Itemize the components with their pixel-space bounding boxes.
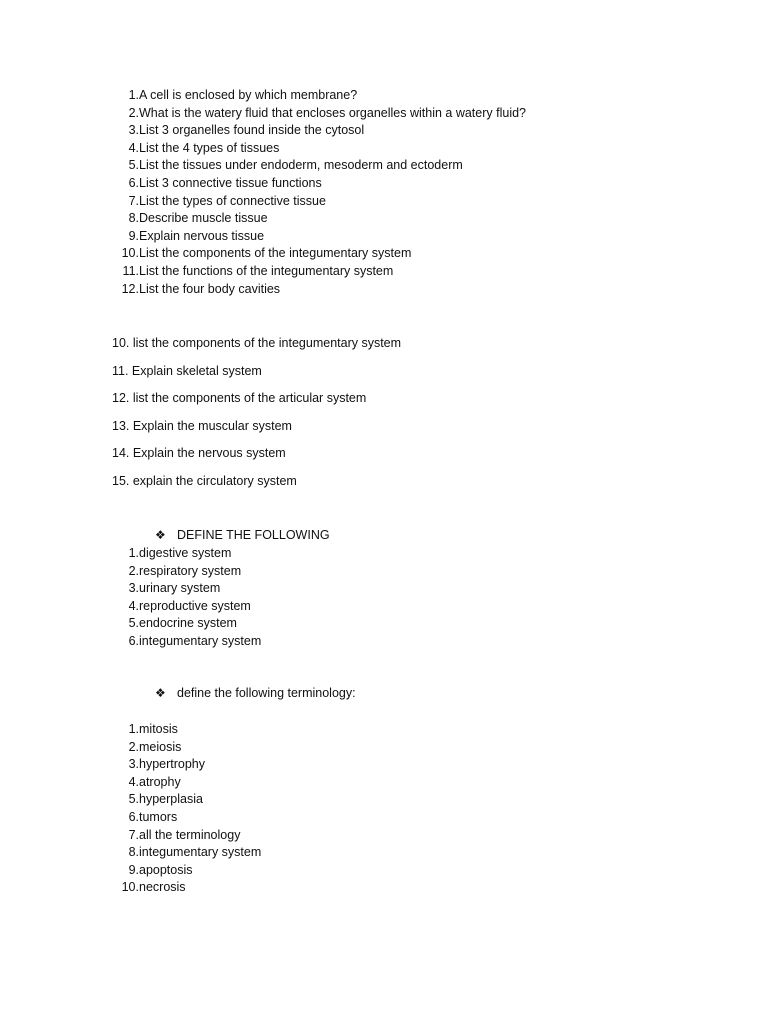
list-item [110,545,232,563]
item-text: reproductive system [139,598,251,613]
diamond-bullet-icon: ❖ [155,686,166,700]
list-item [110,615,237,633]
item-text: all the terminology [139,827,241,842]
item-number: 3. [128,581,139,596]
define-list [110,545,262,651]
item-text: List 3 organelles found inside the cytosol [139,123,365,138]
list-item [110,281,281,299]
item-number: 2. [128,105,139,120]
list-item [110,633,262,651]
item-text: A cell is enclosed by which membrane? [139,88,358,102]
heading-text: define the following terminology: [177,686,356,700]
list-item [110,844,262,862]
list-item [110,140,280,158]
item-number: 7. [128,193,139,208]
item-number: 10. [121,246,139,261]
item-text: integumentary system [139,633,262,648]
item-number: 6. [128,633,139,648]
item-number: 7. [128,827,139,842]
item-text: List the components of the integumentary system [139,246,412,261]
section-heading-define [155,527,330,545]
item-text: Describe muscle tissue [139,211,268,226]
list-item [110,756,206,774]
list-item: 11. Explain skeletal system [112,363,262,378]
list-item: 14. Explain the nervous system [112,446,286,460]
item-number: 3. [128,123,139,138]
list-item [110,175,322,193]
item-text: tumors [139,809,178,824]
item-number: 5. [128,792,139,807]
item-number: 10. [121,880,139,895]
item-number: 6. [128,809,139,824]
item-text: necrosis [139,880,186,895]
item-text: List the 4 types of tissues [139,140,280,155]
list-item [110,193,326,211]
item-text: List the types of connective tissue [139,193,326,208]
list-item [110,862,193,880]
item-number: 9. [128,862,139,877]
list-item [110,563,242,581]
item-text: apoptosis [139,862,193,877]
list-item [110,228,265,246]
list-item [110,721,178,739]
list-item: 12. list the components of the articular system [112,391,367,405]
list-item [110,263,394,281]
item-text: urinary system [139,581,221,596]
list-item [110,809,178,827]
list-item [110,245,412,263]
list-item [110,598,251,616]
list-item: 10. list the components of the integumentary system [112,336,402,350]
item-text: List the four body cavities [139,281,281,296]
item-number: 4. [128,140,139,155]
question-list-2 [112,335,401,500]
list-item: 13. Explain the muscular system [112,418,292,433]
section-heading-terminology [155,685,356,703]
item-number: 6. [128,175,139,190]
list-item [110,827,241,845]
list-item [110,774,181,792]
item-number: 4. [128,774,139,789]
list-item [110,580,221,598]
item-number: 2. [128,739,139,754]
heading-text: DEFINE THE FOLLOWING [177,528,330,542]
item-number: 1. [128,546,139,560]
item-number: 8. [128,211,139,226]
item-text: hypertrophy [139,757,206,772]
item-text: What is the watery fluid that encloses organelles within a watery fluid? [139,105,526,120]
list-item [110,105,526,123]
item-number: 8. [128,845,139,860]
item-number: 5. [128,616,139,631]
list-item [110,122,365,140]
item-number: 4. [128,598,139,613]
item-number: 5. [128,158,139,173]
item-text: mitosis [139,722,178,736]
list-item: 15. explain the circulatory system [112,473,297,488]
list-item [110,879,186,897]
item-number: 3. [128,757,139,772]
item-text: endocrine system [139,616,237,631]
question-list-1 [110,87,526,298]
item-text: integumentary system [139,845,262,860]
item-number: 1. [128,88,139,102]
item-number: 2. [128,563,139,578]
item-text: meiosis [139,739,182,754]
item-text: respiratory system [139,563,242,578]
item-text: List the functions of the integumentary system [139,263,394,278]
item-number: 12. [121,281,139,296]
item-text: digestive system [139,546,232,560]
item-number: 9. [128,228,139,243]
list-item [110,791,203,809]
item-number: 1. [128,722,139,736]
item-text: hyperplasia [139,792,203,807]
list-item [110,739,182,757]
terminology-list [110,721,262,897]
list-item [110,87,358,105]
item-text: List the tissues under endoderm, mesoderm and ectoderm [139,158,463,173]
item-text: Explain nervous tissue [139,228,265,243]
item-number: 11. [122,263,139,278]
item-text: atrophy [139,774,181,789]
list-item [110,157,463,175]
diamond-bullet-icon: ❖ [155,528,166,542]
list-item [110,210,268,228]
item-text: List 3 connective tissue functions [139,175,322,190]
